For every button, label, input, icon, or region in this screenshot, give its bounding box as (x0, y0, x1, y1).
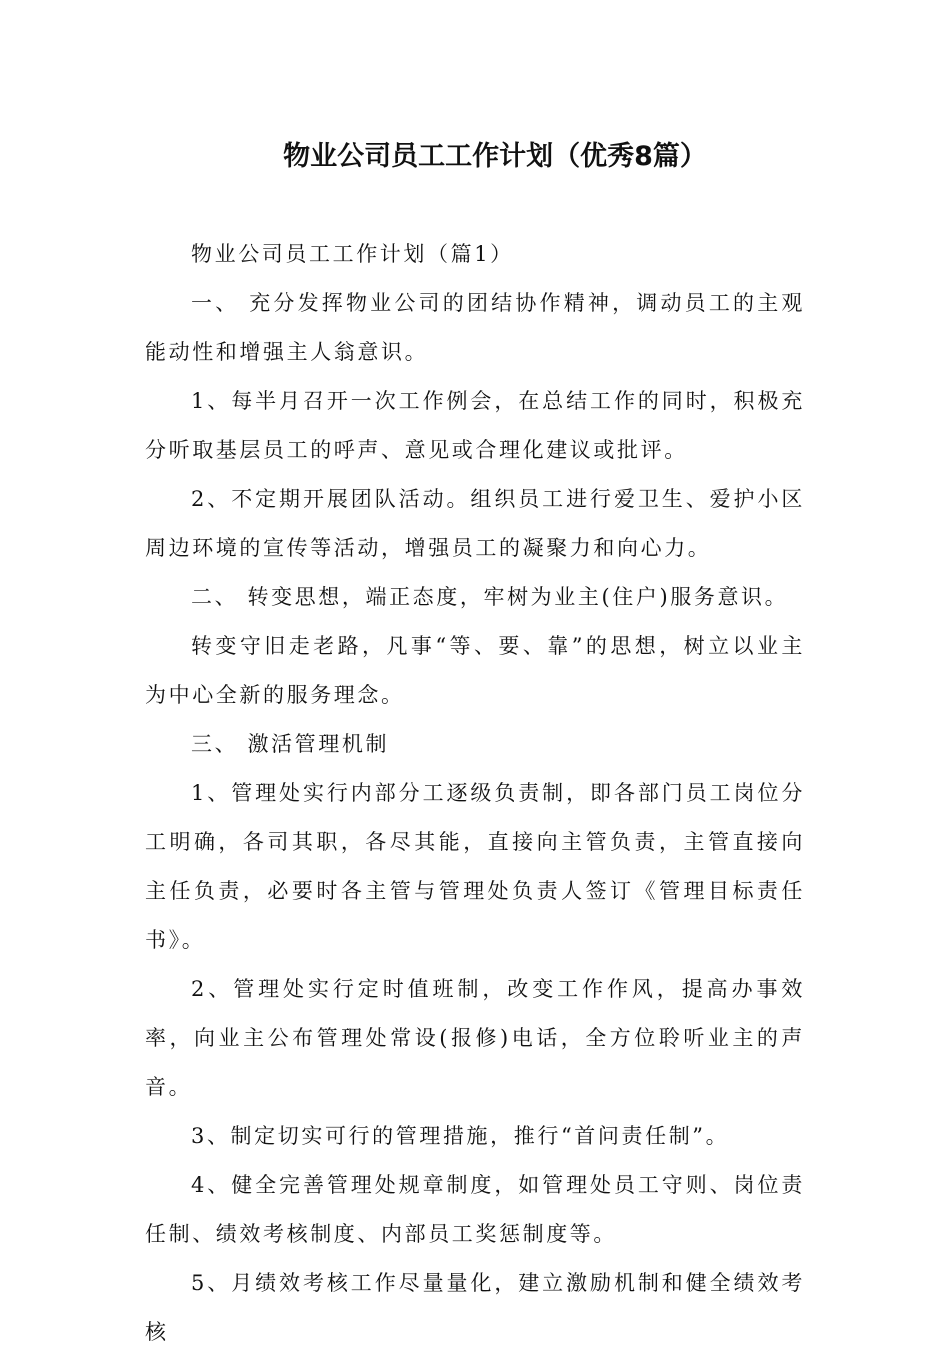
paragraph: 三、 激活管理机制 (191, 732, 390, 756)
paragraph: 1、管理处实行内部分工逐级负责制，即各部门员工岗位分工明确，各司其职，各尽其能，直接向主管负责，主管直接向主任负责，必要时各主管与管理处负责人签订《管理目标责任书》。 (145, 781, 805, 952)
document-body (145, 230, 805, 1357)
paragraph: 4、健全完善管理处规章制度，如管理处员工守则、岗位责任制、绩效考核制度、内部员工奖惩制度等。 (145, 1173, 805, 1246)
paragraph: 2、不定期开展团队活动。组织员工进行爱卫生、爱护小区周边环境的宣传等活动，增强员工的凝聚力和向心力。 (145, 487, 805, 560)
paragraph: 1、每半月召开一次工作例会，在总结工作的同时，积极充分听取基层员工的呼声、意见或合理化建议或批评。 (145, 389, 805, 462)
paragraph: 5、月绩效考核工作尽量量化，建立激励机制和健全绩效考核 (145, 1271, 805, 1344)
paragraph: 3、制定切实可行的管理措施，推行“首问责任制”。 (191, 1124, 730, 1148)
paragraph: 转变守旧走老路，凡事“等、要、靠”的思想，树立以业主为中心全新的服务理念。 (145, 634, 805, 707)
paragraph: 2、管理处实行定时值班制，改变工作作风，提高办事效率，向业主公布管理处常设(报修)电话，全方位聆听业主的声音。 (145, 977, 805, 1099)
document-title: 物业公司员工工作计划（优秀8篇） (283, 141, 707, 172)
paragraph: 一、 充分发挥物业公司的团结协作精神，调动员工的主观能动性和增强主人翁意识。 (145, 291, 805, 364)
paragraph: 二、 转变思想，端正态度，牢树为业主(住户)服务意识。 (191, 585, 789, 609)
section-heading: 物业公司员工工作计划（篇1） (191, 242, 514, 266)
